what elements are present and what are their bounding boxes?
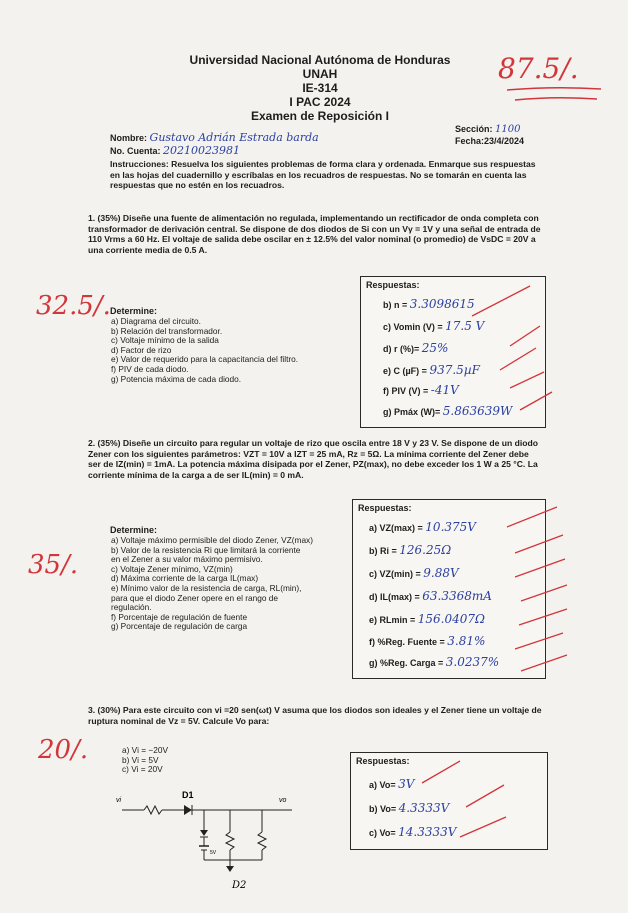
q2-item-b-cont: en el Zener a su valor máximo permisivo.: [111, 554, 263, 565]
q3-answers-title: Respuestas:: [356, 756, 410, 766]
q1-answer-c: c) Vomin (V) = 17.5 V: [383, 319, 485, 333]
q3-check-marks: [420, 755, 510, 855]
q1-item-g: g) Potencia máxima de cada diodo.: [111, 373, 242, 384]
question-3-circuit: [112, 780, 302, 895]
q2-item-e: e) Mínimo valor de la resistencia de carga, RL(min),: [111, 582, 302, 593]
q1-answer-g: g) Pmáx (W)= 5.863639W: [383, 404, 513, 418]
q2-item-c: c) Voltaje Zener mínimo, VZ(min): [111, 563, 233, 574]
question-2-items: [111, 536, 313, 632]
q3-answer-a: a) Vo= 3V: [369, 777, 415, 791]
q1-check-marks: [470, 280, 560, 430]
total-score-underline: [505, 84, 605, 106]
circuit-vo-label: vo: [279, 797, 287, 804]
q1-item-f: f) PIV de cada diodo.: [111, 363, 189, 374]
circuit-d1-label: D1: [182, 790, 194, 800]
q2-answer-a: a) VZ(max) = 10.375V: [369, 520, 476, 534]
q2-item-d: d) Máxima corriente de la carga IL(max): [111, 573, 259, 584]
instructions: [110, 159, 542, 191]
q1-item-e: e) Valor de requerido para la capacitancia del filtro.: [111, 354, 299, 365]
question-2-determine-label: Determine:: [110, 525, 158, 535]
q2-check-marks: [505, 505, 575, 675]
q2-answer-b: b) Ri = 126.25Ω: [369, 543, 452, 557]
load-resistor-icon: [226, 832, 234, 850]
q2-answer-d: d) IL(max) = 63.3368mA: [369, 589, 492, 603]
date-label: Fecha:: [455, 136, 485, 146]
question-3-score: 20/.: [38, 735, 89, 765]
question-1-determine-label: Determine:: [110, 306, 158, 316]
q1-answers-title: Respuestas:: [366, 280, 420, 290]
question-1-score: 32.5/.: [36, 291, 111, 321]
question-3-text: 3. (30%) Para este circuito con vi =20 sen(ωt) V asuma que los diodos son ideales y el Zener tiene un voltaje de ruptura nominal de Vz = 5V. Calcule Vo para:: [88, 705, 542, 726]
student-account-row: [110, 144, 240, 157]
q2-answer-g: g) %Reg. Carga = 3.0237%: [369, 655, 500, 669]
q2-item-e-cont1: para que el diodo Zener opere en el rango de: [111, 592, 278, 603]
circuit-d2-label: D2: [232, 880, 247, 891]
question-1-items: [111, 317, 298, 384]
student-name-row: [110, 131, 319, 144]
question-2-text: 2. (35%) Diseñe un circuito para regular un voltaje de rizo que oscila entre 18 V y 23 V. Se dispone de un diodo Zener con los siguientes parámetros: VZT = 10V a IZT = 25 mA, Rz = 5Ω. La mínima corriente del Zener debe ser de IZ(min) = 1mA. La potencia máxima disipada por el Zener, PZ(max), no debe exceder los 1 W a 25 °C. La corriente mínima de la carga a de ser IL(min) = 0 mA.: [88, 438, 539, 480]
name-value: Gustavo Adrián Estrada barda: [149, 131, 319, 144]
q2-answer-e: e) RLmin = 156.0407Ω: [369, 612, 485, 626]
account-label: No. Cuenta:: [110, 146, 161, 156]
q1-answer-e: e) C (µF) = 937.5µF: [383, 363, 480, 377]
output-resistor-icon: [258, 832, 266, 850]
q2-item-a: a) Voltaje máximo permisible del diodo Zener, VZ(max): [111, 535, 313, 545]
resistor-icon: [144, 806, 162, 814]
university-name: Universidad Nacional Autónoma de Honduras: [189, 53, 451, 67]
q3-item-c: c) Vi = 20V: [122, 764, 163, 775]
q2-item-g: g) Porcentaje de regulación de carga: [111, 621, 248, 632]
date-row: [455, 136, 524, 146]
section-label: Sección:: [455, 124, 493, 134]
q3-item-b: b) Vi = 5V: [122, 754, 159, 765]
q1-item-d: d) Factor de rizo: [111, 344, 172, 355]
date-value: 23/4/2024: [484, 136, 525, 146]
name-label: Nombre:: [110, 133, 148, 143]
zener-icon: [200, 830, 208, 836]
q1-item-c: c) Voltaje mínimo de la salida: [111, 335, 219, 346]
q1-answer-b: b) n = 3.3098615: [383, 297, 475, 311]
instructions-text: Resuelva los siguientes problemas de forma clara y ordenada. Enmarque sus respuestas en las hojas del cuadernillo y escríbalas en los recuadros de respuestas. No se tomarán en cuenta las respuestas que no estén en los recuadros.: [110, 159, 536, 190]
q3-item-a: a) Vi = −20V: [122, 745, 168, 755]
q2-item-b: b) Valor de la resistencia Ri que limitará la corriente: [111, 544, 301, 555]
q3-answer-b: b) Vo= 4.3333V: [369, 801, 450, 815]
q2-item-f: f) Porcentaje de regulación de fuente: [111, 611, 248, 622]
q1-item-b: b) Relación del transformador.: [111, 325, 223, 336]
question-3-items: [122, 746, 168, 775]
account-value: 20210023981: [163, 144, 240, 157]
university-acronym: UNAH: [302, 67, 338, 81]
question-1-text: 1. (35%) Diseñe una fuente de alimentación no regulada, implementando un rectificador de onda completa con transformador de derivación central. Se dispone de dos diodos de Si con un Vγ = 1V y una señal de entrada de 110 Vrms a 60 Hz. El voltaje de salida debe oscilar en ± 12.5% del valor nominal (o promedio) de VsDC = 20V a una corriente media de 0.5 A.: [88, 213, 541, 255]
q1-answer-f: f) PIV (V) = -41V: [383, 383, 459, 397]
circuit-zener-voltage: 5V: [210, 850, 217, 856]
q2-answer-c: c) VZ(min) = 9.88V: [369, 566, 459, 580]
q1-item-a: a) Diagrama del circuito.: [111, 316, 201, 326]
course-code: IE-314: [302, 81, 338, 95]
exam-header: [150, 53, 490, 123]
total-score: 87.5/.: [498, 52, 579, 85]
q2-answer-f: f) %Reg. Fuente = 3.81%: [369, 634, 486, 648]
section-row: [455, 124, 520, 135]
exam-title: Examen de Reposición I: [250, 109, 390, 123]
term: I PAC 2024: [289, 95, 351, 109]
q2-item-e-cont2: regulación.: [111, 602, 152, 613]
circuit-vi-label: vi: [116, 797, 122, 804]
diode-d2-icon: [226, 866, 234, 872]
instructions-label: Instrucciones:: [110, 159, 169, 169]
diode-d1-icon: [184, 805, 192, 815]
question-2-score: 35/.: [28, 550, 79, 580]
q2-answers-title: Respuestas:: [358, 503, 412, 513]
q1-answer-d: d) r (%)= 25%: [383, 341, 449, 355]
section-value: 1100: [495, 124, 521, 135]
q3-answer-c: c) Vo= 14.3333V: [369, 825, 457, 839]
